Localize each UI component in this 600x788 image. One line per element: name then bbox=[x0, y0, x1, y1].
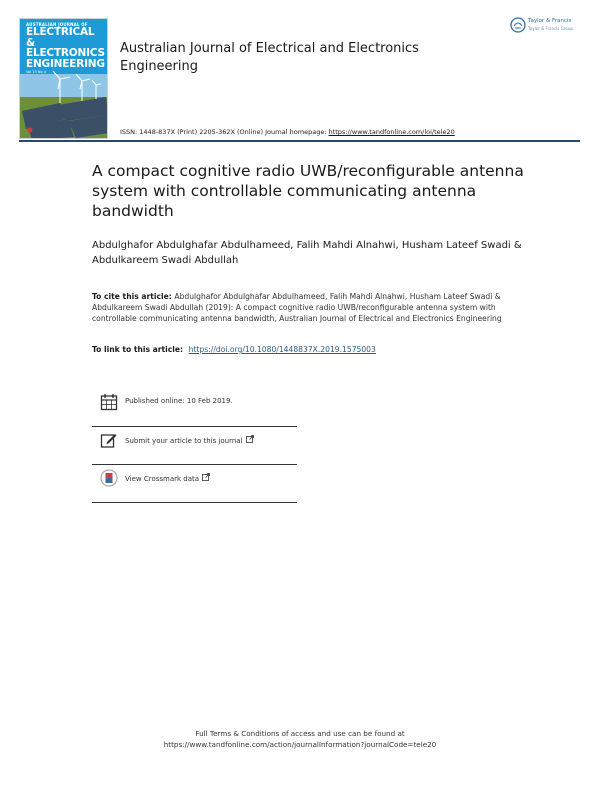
journal-cover[interactable] bbox=[19, 18, 108, 139]
publisher-logo[interactable] bbox=[510, 15, 590, 39]
article-link-row bbox=[92, 345, 376, 354]
submit-article-row[interactable] bbox=[92, 427, 297, 465]
terms-footer bbox=[0, 728, 600, 750]
edit-icon bbox=[100, 431, 118, 449]
submit-article-text: Submit your article to this journal bbox=[125, 437, 243, 445]
external-link-icon bbox=[202, 473, 210, 481]
cover-line-1: AUSTRALIAN JOURNAL OF bbox=[26, 22, 88, 27]
issn-line bbox=[120, 128, 455, 136]
crossmark-row[interactable] bbox=[92, 465, 297, 503]
terms-link[interactable]: https://www.tandfonline.com/action/journalInformation?journalCode=tele20 bbox=[163, 740, 437, 749]
cover-line-5: Vol 15 No 4 bbox=[26, 70, 47, 74]
submit-article-link[interactable] bbox=[125, 435, 254, 445]
published-online-text: Published online: 10 Feb 2019. bbox=[125, 397, 233, 405]
article-actions bbox=[92, 389, 297, 503]
article-authors: Abdulghafor Abdulghafar Abdulhameed, Falih Mahdi Alnahwi, Husham Lateef Swadi & Abdulkareem Swadi Abdullah bbox=[92, 240, 522, 266]
citation-text: Abdulghafor Abdulghafar Abdulhameed, Falih Mahdi Alnahwi, Husham Lateef Swadi & Abdulkareem Swadi Abdullah (2019): A compact cognitive radio UWB/reconfigurable antenna system with controllable communicating antenna bandwidth, Australian Journal of Electrical and Electronics Engineering bbox=[92, 292, 502, 323]
cover-line-4: ENGINEERING bbox=[26, 57, 105, 70]
citation-label: To cite this article: bbox=[92, 292, 175, 301]
cover-line-3: ELECTRONICS bbox=[26, 47, 105, 59]
journal-homepage-link[interactable]: https://www.tandfonline.com/loi/tele20 bbox=[328, 128, 455, 136]
calendar-icon bbox=[100, 393, 118, 411]
crossmark-link[interactable] bbox=[125, 473, 210, 483]
publisher-logo-text bbox=[528, 18, 573, 32]
cover-line-2: ELECTRICAL & bbox=[26, 26, 95, 49]
article-title: A compact cognitive radio UWB/reconfigurable antenna system with controllable communicating antenna bandwidth bbox=[92, 162, 524, 220]
article-link-label: To link to this article: bbox=[92, 345, 186, 354]
crossmark-text: View Crossmark data bbox=[125, 475, 200, 483]
publisher-logo-icon bbox=[510, 17, 526, 33]
issn-text: ISSN: 1448-837X (Print) 2205-362X (Online) Journal homepage: bbox=[120, 128, 329, 136]
journal-title[interactable]: Australian Journal of Electrical and Electronics Engineering bbox=[120, 41, 419, 74]
published-online-row bbox=[92, 389, 297, 427]
header-divider bbox=[19, 140, 580, 142]
doi-link[interactable]: https://doi.org/10.1080/1448837X.2019.1575003 bbox=[188, 345, 376, 354]
terms-text: Full Terms & Conditions of access and use can be found at bbox=[195, 729, 405, 738]
citation-block bbox=[92, 291, 532, 324]
crossmark-icon bbox=[100, 469, 118, 487]
publisher-name: Taylor & Francis bbox=[528, 18, 572, 24]
external-link-icon bbox=[246, 435, 254, 443]
cover-title bbox=[26, 23, 106, 75]
publisher-group: Taylor & Francis Group bbox=[528, 26, 573, 31]
